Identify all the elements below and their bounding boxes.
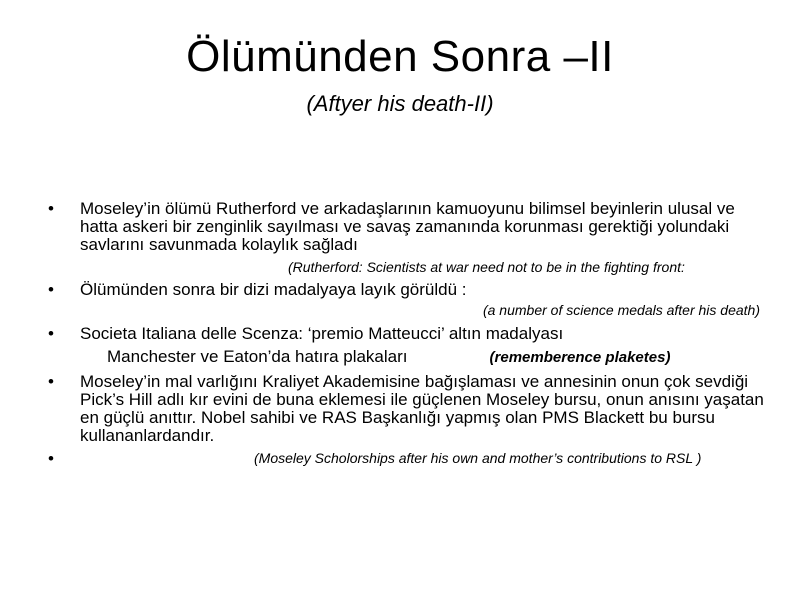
list-item-text: Moseley’in ölümü Rutherford ve arkadaşlarının kamuoyunu bilimsel beyinlerin ulusal ve hatta askeri bir zenginlik sayılması ve savaş zamanında korunması gerektiği yolundaki savlarını savunmada kolaylık sağladı [80,199,735,254]
slide-title: Ölümünden Sonra –II [186,32,614,81]
bullet-marker: • [48,372,54,391]
list-item-subnote: (rememberence plaketes) [489,349,671,366]
list-item-note: (Moseley Scholorships after his own and mother’s contributions to RSL ) [254,450,702,466]
list-item [48,281,764,299]
list-item-text: Ölümünden sonra bir dizi madalyaya layık görüldü : [80,280,467,299]
list-item-note: (a number of science medals after his death) [482,302,760,318]
slide-subtitle: (Aftyer his death-II) [306,91,494,116]
list-item-note: (Rutherford: Scientists at war need not to be in the fighting front: [288,259,685,275]
bullet-list [48,200,764,467]
bullet-marker: • [48,280,54,299]
bullet-marker: • [48,449,54,468]
list-item-text: Societa Italiana delle Scenza: ‘premio Matteucci’ altın madalyası [80,324,564,343]
list-item [48,325,764,367]
list-item-text: Moseley’in mal varlığını Kraliyet Akademisine bağışlaması ve annesinin onun çok sevdiği Pick’s Hill adlı kır evini de buna eklemesi ile güçlenen Moseley bursu, onun anısını yaşatan en güçlü anıttır. Nobel sahibi ve RAS Başkanlığı yapmış olan PMS Blackett bu bursu kullananlardandır. [80,372,764,445]
list-item [48,200,764,254]
list-item [48,373,764,445]
list-item-subline [80,348,764,367]
bullet-marker: • [48,324,54,343]
list-item-subtext: Manchester ve Eaton’da hatıra plakaları [107,347,408,366]
bullet-marker: • [48,199,54,218]
list-item [48,450,764,467]
